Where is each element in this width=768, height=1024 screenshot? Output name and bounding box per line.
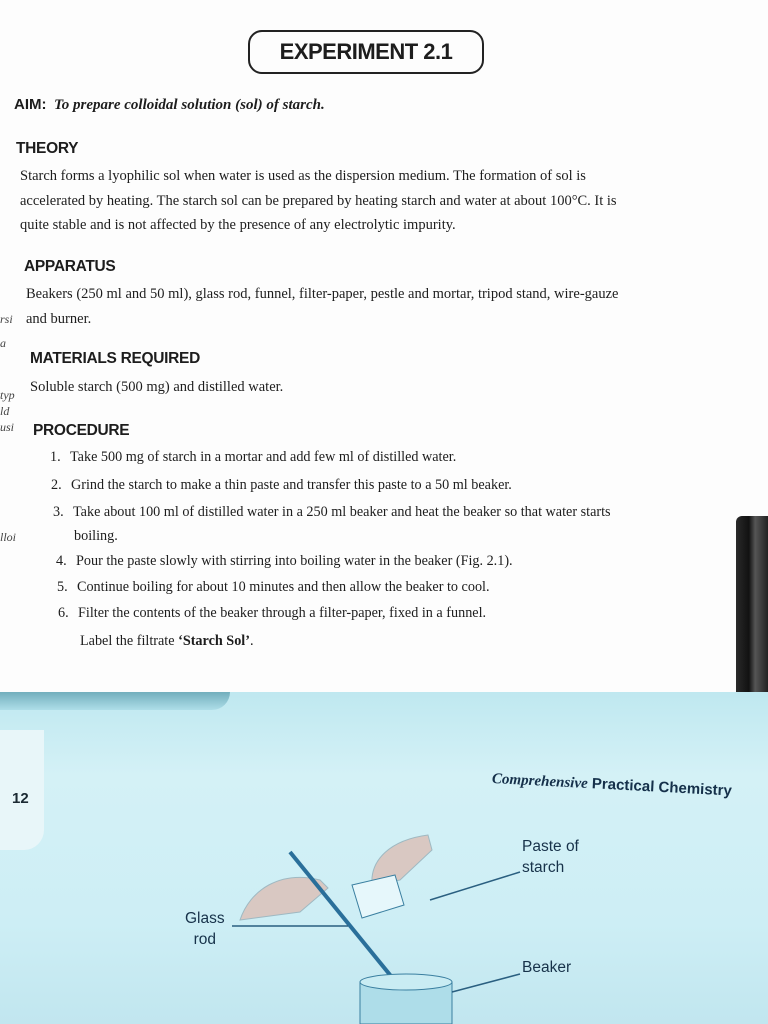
margin-fragment: ld (0, 404, 10, 418)
step-text: Grind the starch to make a thin paste and transfer this paste to a 50 ml beaker. (71, 477, 512, 493)
procedure-step (58, 605, 486, 622)
apparatus-text (26, 282, 736, 331)
apparatus-line: and burner. (26, 310, 92, 327)
experiment-title: EXPERIMENT 2.1 (248, 30, 484, 74)
apparatus-heading: APPARATUS (24, 258, 116, 275)
step-text: Take 500 mg of starch in a mortar and add few ml of distilled water. (70, 449, 457, 465)
label-beaker: Beaker (522, 959, 572, 976)
label-line: rod (193, 931, 217, 948)
label-leader (452, 974, 520, 992)
aim-label: AIM: (14, 96, 47, 113)
margin-fragment: rsi (0, 312, 13, 326)
margin-fragment: typ (0, 388, 15, 402)
step-number: 2. (51, 477, 62, 493)
label-leader (430, 872, 520, 900)
step-text: Continue boiling for about 10 minutes and then allow the beaker to cool. (77, 579, 490, 595)
apparatus-line: Beakers (250 ml and 50 ml), glass rod, funnel, filter-paper, pestle and mortar, tripod stand, wire-gauze (26, 286, 619, 302)
procedure-step (50, 449, 456, 466)
final-suffix: . (249, 633, 254, 649)
step-continuation: boiling. (74, 528, 118, 544)
step-text: Pour the paste slowly with stirring into boiling water in the beaker (Fig. 2.1). (76, 553, 513, 569)
step-number: 3. (53, 504, 64, 520)
theory-line: quite stable and is not affected by the presence of any electrolytic impurity. (20, 217, 456, 233)
final-instruction (80, 633, 254, 650)
background-object (736, 516, 768, 692)
theory-heading: THEORY (16, 140, 79, 157)
page-number: 12 (12, 790, 29, 807)
step-text: Filter the contents of the beaker through a filter-paper, fixed in a funnel. (78, 605, 487, 621)
theory-line: Starch forms a lyophilic sol when water is used as the dispersion medium. The formation of sol is (20, 168, 586, 184)
materials-text: Soluble starch (500 mg) and distilled water. (30, 379, 284, 395)
label-paste-of-starch (522, 836, 579, 878)
small-beaker-icon (352, 875, 404, 918)
step-number: 6. (58, 605, 69, 621)
step-number: 5. (57, 579, 68, 595)
margin-fragment: usi (0, 420, 15, 434)
book-title-text: Practical Chemistry (591, 775, 733, 800)
margin-fragment: a (0, 336, 6, 350)
label-glass-rod (185, 908, 225, 950)
step-number: 1. (50, 449, 61, 465)
aim (14, 96, 325, 114)
procedure-step (53, 504, 611, 521)
procedure-heading: PROCEDURE (33, 422, 130, 439)
procedure-step (56, 553, 513, 570)
procedure-step (51, 477, 512, 494)
label-line: Paste of (522, 838, 579, 855)
label-line: starch (522, 859, 565, 876)
aim-text: To prepare colloidal solution (sol) of starch. (54, 97, 325, 113)
figure-starch-sol (0, 692, 768, 1024)
hand-right-icon (372, 835, 432, 885)
final-bold: ‘Starch Sol’ (178, 633, 250, 649)
label-line: Glass (185, 910, 225, 927)
theory-text (20, 164, 730, 238)
theory-line: accelerated by heating. The starch sol can be prepared by heating starch and water at about 100°C. It is (20, 192, 617, 209)
materials-heading: MATERIALS REQUIRED (30, 350, 200, 367)
large-beaker-icon (360, 974, 452, 1024)
step-text: Take about 100 ml of distilled water in a 250 ml beaker and heat the beaker so that water starts (73, 504, 611, 520)
final-prefix: Label the filtrate (80, 633, 179, 649)
book-title-script: Comprehensive (491, 771, 589, 793)
margin-fragment: lloi (0, 530, 17, 544)
step-number: 4. (56, 553, 67, 569)
procedure-step (57, 579, 490, 596)
